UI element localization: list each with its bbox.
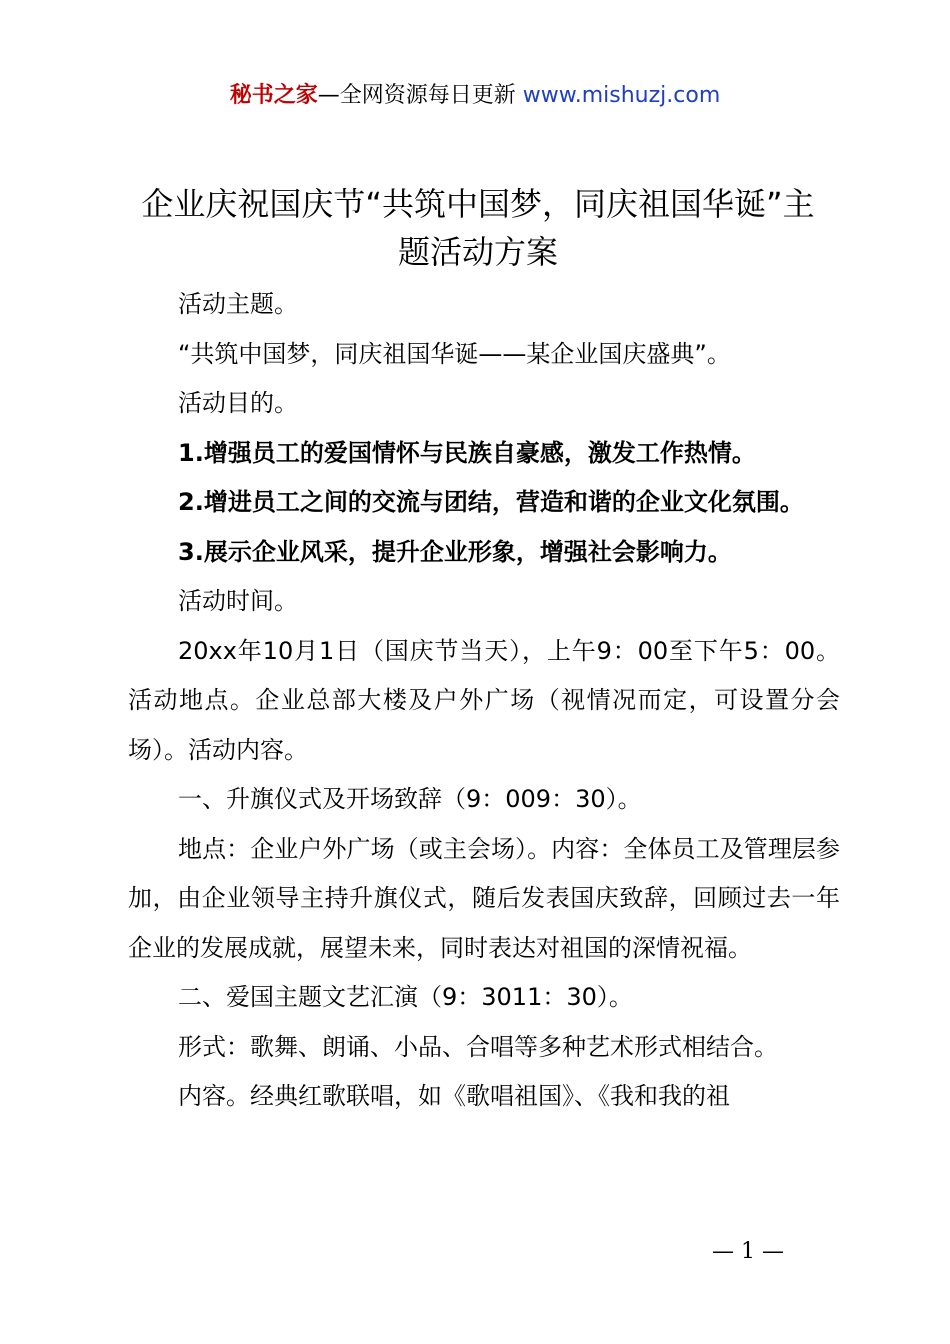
body-paragraph: 内容。经典红歌联唱，如《歌唱祖国》、《我和我的祖 — [178, 1082, 730, 1110]
body-paragraph: 3.展示企业风采，提升企业形象，增强社会影响力。 — [178, 537, 732, 566]
body-paragraph: 一、升旗仪式及开场致辞（9：009：30）。 — [178, 785, 642, 813]
body-paragraph: 活动时间。 — [178, 587, 298, 615]
body-paragraph: 2.增进员工之间的交流与团结，营造和谐的企业文化氛围。 — [178, 488, 804, 516]
body-paragraph: “共筑中国梦，同庆祖国华诞——某企业国庆盛典”。 — [178, 339, 731, 368]
site-brand: 秘书之家 — [229, 83, 318, 108]
body-paragraph: 1.增强员工的爱国情怀与民族自豪感，激发工作热情。 — [178, 438, 756, 467]
body-paragraph: 二、爱国主题文艺汇演（9：3011：30）。 — [178, 983, 633, 1011]
page-number: — 1 — — [712, 1239, 784, 1264]
body-paragraph: 地点：企业户外广场（或主会场）。内容：全体员工及管理层参加，由企业领导主持升旗仪式，随后发表国庆致辞，回顾过去一年企业的发展成就，展望未来，同时表达对祖国的深情祝福。 — [128, 834, 840, 962]
body-paragraph: 20xx年10月1日（国庆节当天），上午9：00至下午5：00。活动地点。企业总部大楼及户外广场（视情况而定，可设置分会场）。活动内容。 — [128, 636, 840, 764]
site-url-link[interactable]: www.mishuzj.com — [522, 83, 721, 108]
body-paragraph: 形式：歌舞、朗诵、小品、合唱等多种艺术形式相结合。 — [178, 1032, 778, 1061]
document-title: 企业庆祝国庆节“共筑中国梦，同庆祖国华诞”主题活动方案 — [141, 185, 815, 271]
site-header — [0, 80, 950, 112]
document-body — [128, 280, 840, 1122]
body-paragraph: 活动目的。 — [178, 389, 298, 417]
site-tagline: —全网资源每日更新 — [317, 83, 516, 108]
body-paragraph: 活动主题。 — [178, 290, 298, 318]
